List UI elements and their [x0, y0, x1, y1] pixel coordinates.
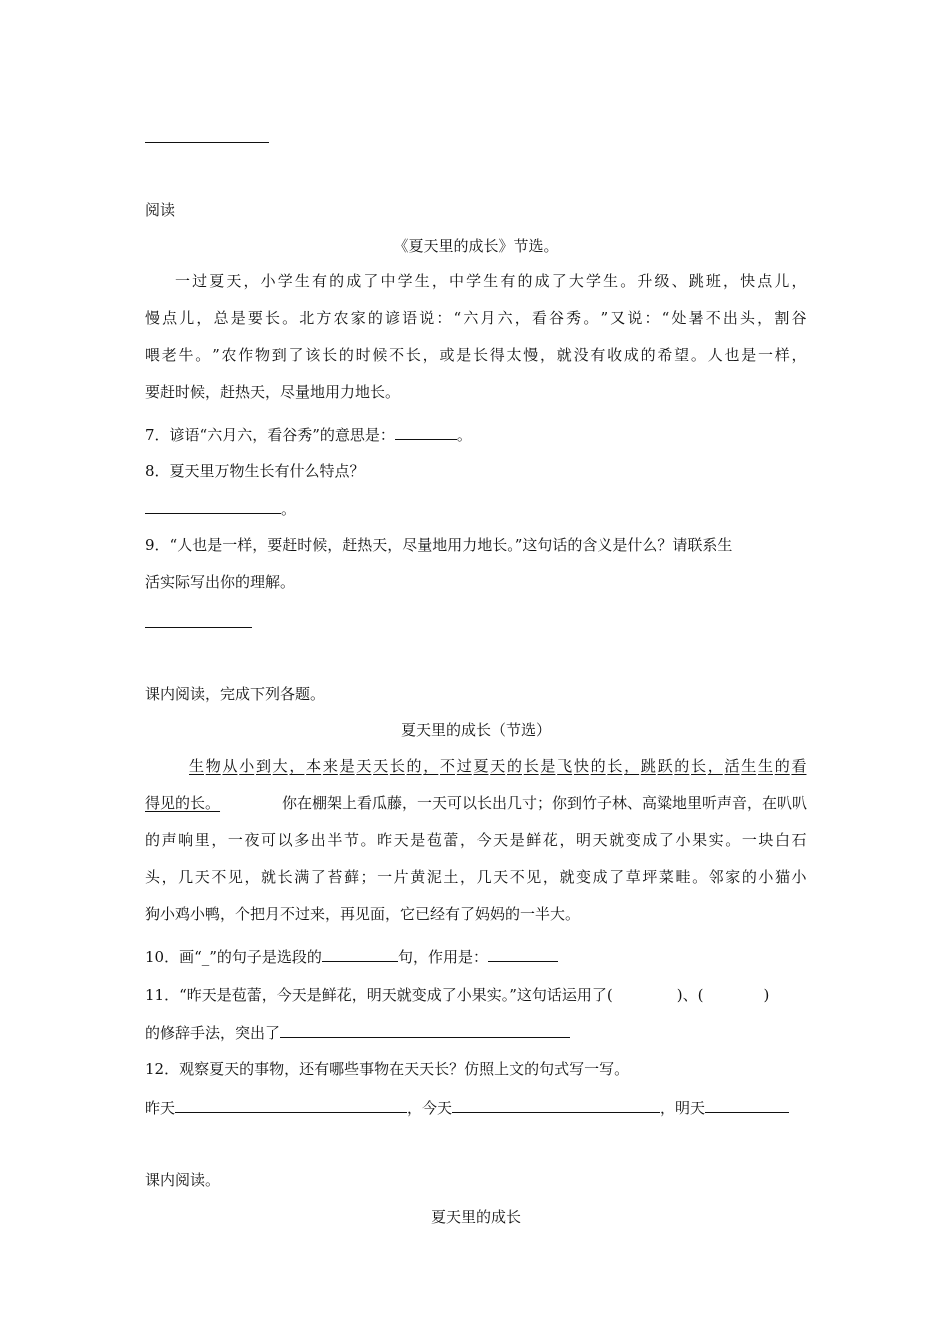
- passage-line: 喂 老 牛 。 ” 农 作 物 到 了 该 长 的 时 候 不 长 ， 或 是 长 得 太 慢 ， 就 没 有 收 成 的 希 望 。 人 也 是 一 样 ，: [145, 346, 807, 364]
- passage-line: 狗小鸡小鸭，个把月不过来，再见面，它已经有了妈妈的一半大。: [145, 905, 581, 923]
- underlined-sentence-end: 得见的长。: [145, 794, 221, 812]
- section2-passage: [145, 748, 807, 933]
- section2-heading: 课内阅读，完成下列各题。: [145, 685, 326, 703]
- section3-heading: 课内阅读。: [145, 1171, 221, 1189]
- passage-line: [145, 785, 807, 822]
- answer-line-top: [145, 142, 269, 143]
- passage-line: 的 声 响 里 ， 一 夜 可 以 多 出 半 节 。 昨 天 是 苞 蕾 ， 今 天 是 鲜 花 ， 明 天 就 变 成 了 小 果 实 。 一 块 白 石: [145, 831, 807, 849]
- question-7-text: 7．谚语“六月六，看谷秀”的意思是：: [145, 426, 395, 444]
- question-9-line1: 9．“人也是一样，要赶时候，赶热天，尽量地用力地长。”这句话的含义是什么？请联系生: [145, 536, 733, 554]
- question-11-text: 11．“昨天是苞蕾，今天是鲜花，明天就变成了小果实。”这句话运用了(: [145, 986, 613, 1004]
- question-11-text: 的修辞手法，突出了: [145, 1024, 281, 1042]
- answer-line-9[interactable]: [145, 627, 252, 628]
- question-7-end: 。: [456, 426, 472, 444]
- section2-title: 夏天里的成长（节选）: [400, 721, 551, 739]
- question-10-text: ”的句子是选段的: [209, 948, 322, 966]
- answer-blank-8[interactable]: [145, 498, 281, 514]
- question-11-line1: [145, 985, 807, 1005]
- answer-blank-12c[interactable]: [705, 1097, 789, 1113]
- passage-line: 要赶时候，赶热天，尽量地用力地长。: [145, 383, 401, 401]
- passage-line: 慢 点 儿 ， 总 是 要 长 。 北 方 农 家 的 谚 语 说 ： “ 六 月 六 ， 看 谷 秀 。 ” 又 说 ： “ 处 暑 不 出 头 ， 割 谷: [145, 309, 807, 327]
- question-12-answer-row: [145, 1097, 789, 1118]
- question-11-text: ): [763, 986, 770, 1004]
- answer-8-end: 。: [281, 500, 297, 518]
- question-11-line2: [145, 1022, 570, 1043]
- underlined-sentence: 生 物 从 小 到 大 ， 本 来 是 天 天 长 的 ， 不 过 夏 天 的 长 是 飞 快 的 长 ， 跳 跃 的 长 ， 活 生 生 的 看: [189, 757, 807, 775]
- answer-blank-12b[interactable]: [452, 1097, 660, 1113]
- passage-line: 头 ， 几 天 不 见 ， 就 长 满 了 苔 藓 ； 一 片 黄 泥 土 ， 几 天 不 见 ， 就 变 成 了 草 坪 菜 畦 。 邻 家 的 小 猫 小: [145, 868, 807, 886]
- section1-title: 《夏天里的成长》节选。: [393, 237, 559, 255]
- section1-passage: [145, 263, 807, 411]
- q12-label: ，明天: [660, 1099, 706, 1117]
- answer-blank-7[interactable]: [395, 424, 457, 440]
- q12-label: 昨天: [145, 1099, 176, 1117]
- underline-mark: _: [201, 948, 210, 966]
- passage-line: [145, 748, 807, 785]
- question-9-line2: 活实际写出你的理解。: [145, 573, 296, 591]
- question-10: [145, 946, 558, 967]
- question-10-text: 10．画“: [145, 948, 202, 966]
- answer-blank-10b[interactable]: [488, 946, 558, 962]
- question-10-text: 句，作用是：: [397, 948, 488, 966]
- passage-text: 你在棚架上看瓜藤，一天可以长出几寸；你到竹子林、高粱地里听声音，在叭叭: [281, 794, 807, 812]
- question-8: 8．夏天里万物生长有什么特点？: [145, 462, 365, 480]
- q12-label: ，今天: [407, 1099, 453, 1117]
- section3-title: 夏天里的成长: [430, 1208, 521, 1226]
- answer-blank-10a[interactable]: [322, 946, 398, 962]
- answer-blank-11[interactable]: [280, 1022, 570, 1038]
- section1-heading: 阅读: [145, 201, 176, 219]
- answer-blank-12a[interactable]: [175, 1097, 407, 1113]
- question-12: 12．观察夏天的事物，还有哪些事物在天天长？仿照上文的句式写一写。: [145, 1060, 630, 1078]
- answer-8-row: [145, 498, 296, 519]
- passage-line: 一 过 夏 天 ， 小 学 生 有 的 成 了 中 学 生 ， 中 学 生 有 的 成 了 大 学 生 。 升 级 、 跳 班 ， 快 点 儿 ，: [175, 272, 807, 290]
- question-11-text: )、(: [676, 986, 704, 1004]
- question-7: [145, 424, 472, 445]
